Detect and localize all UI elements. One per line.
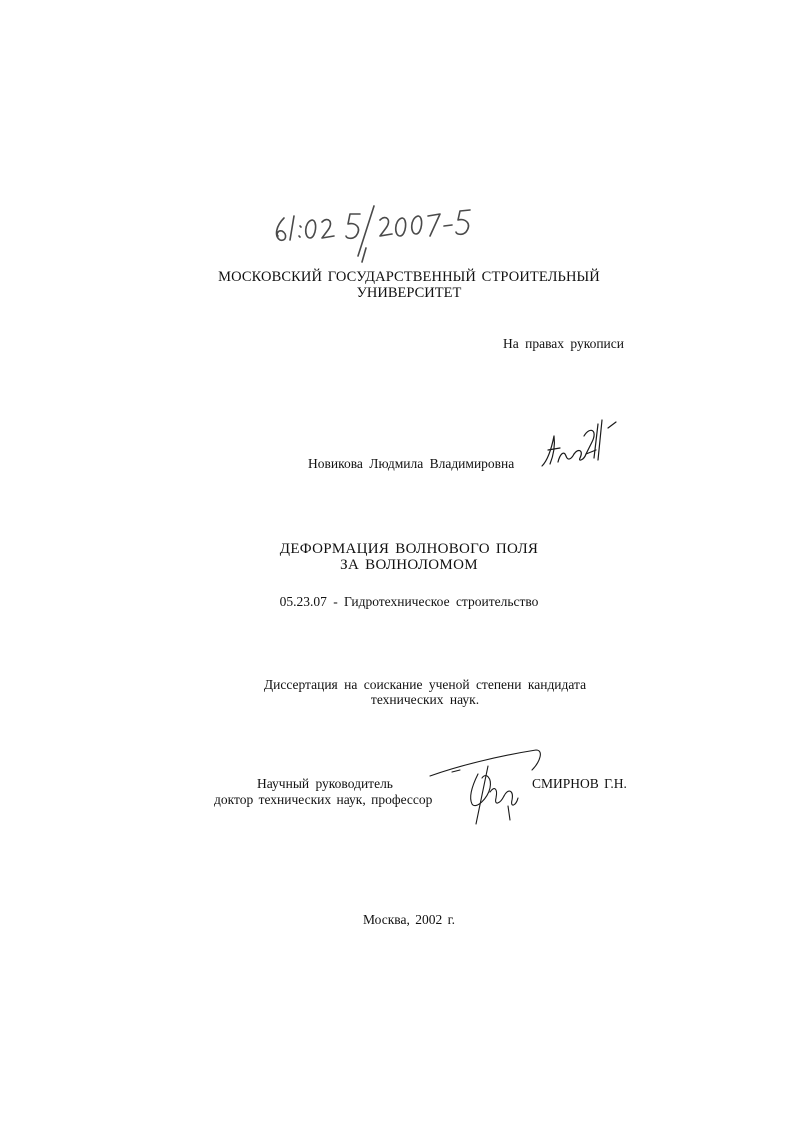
university-name-line1: МОСКОВСКИЙ ГОСУДАРСТВЕННЫЙ СТРОИТЕЛЬНЫЙ bbox=[218, 269, 600, 285]
supervisor-label: Научный руководитель bbox=[257, 776, 393, 791]
supervisor-signature bbox=[428, 748, 548, 828]
rights-note: На правах рукописи bbox=[502, 336, 624, 351]
specialty-code: 05.23.07 - Гидротехническое строительство bbox=[279, 594, 539, 609]
author-name: Новикова Людмила Владимировна bbox=[308, 456, 515, 471]
dissertation-degree-line2: технических наук. bbox=[370, 692, 480, 707]
city-year: Москва, 2002 г. bbox=[362, 912, 455, 927]
author-signature bbox=[538, 410, 618, 475]
dissertation-title-line2: ЗА ВОЛНОЛОМОМ bbox=[340, 557, 478, 573]
dissertation-title-line1: ДЕФОРМАЦИЯ ВОЛНОВОГО ПОЛЯ bbox=[279, 541, 539, 557]
university-name-line2: УНИВЕРСИТЕТ bbox=[356, 285, 462, 301]
supervisor-name: СМИРНОВ Г.Н. bbox=[532, 776, 627, 791]
dissertation-degree-line1: Диссертация на соискание ученой степени кандидата bbox=[263, 677, 587, 692]
supervisor-degree: доктор технических наук, профессор bbox=[214, 792, 433, 807]
handwritten-archive-code bbox=[270, 196, 480, 266]
